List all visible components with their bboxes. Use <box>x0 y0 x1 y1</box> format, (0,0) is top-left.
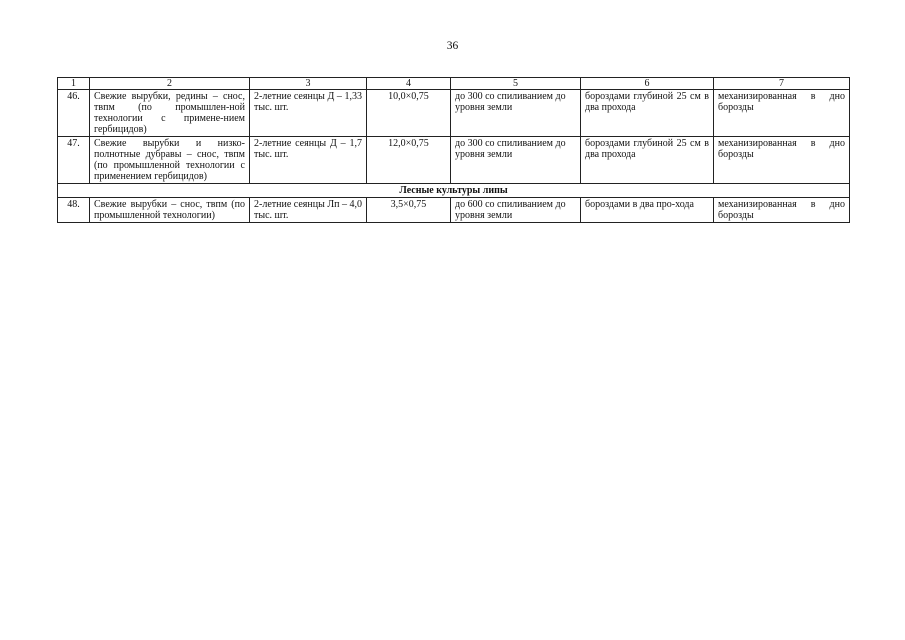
spacing-cell: 3,5×0,75 <box>367 198 451 223</box>
planting-method-cell: механизированная в дно борозды <box>714 137 850 184</box>
stumps-cell: до 600 со спиливанием до уровня земли <box>451 198 581 223</box>
row-number: 48. <box>58 198 90 223</box>
forest-cultures-table <box>57 77 850 223</box>
stumps-cell: до 300 со спиливанием до уровня земли <box>451 90 581 137</box>
header-cell: 1 <box>58 78 90 90</box>
site-conditions-cell: Свежие вырубки, редины – снос, твпм (по промышлен-ной технологии с примене-нием гербицидов) <box>90 90 250 137</box>
planting-material-cell: 2-летние сеянцы Лп – 4,0 тыс. шт. <box>250 198 367 223</box>
planting-material-cell: 2-летние сеянцы Д – 1,7 тыс. шт. <box>250 137 367 184</box>
header-cell: 7 <box>714 78 850 90</box>
header-cell: 6 <box>581 78 714 90</box>
planting-material-cell: 2-летние сеянцы Д – 1,33 тыс. шт. <box>250 90 367 137</box>
header-cell: 5 <box>451 78 581 90</box>
header-cell: 3 <box>250 78 367 90</box>
header-cell: 4 <box>367 78 451 90</box>
stumps-cell: до 300 со спиливанием до уровня земли <box>451 137 581 184</box>
planting-method-cell: механизированная в дно борозды <box>714 198 850 223</box>
soil-preparation-cell: бороздами в два про-хода <box>581 198 714 223</box>
table-row <box>58 90 850 137</box>
spacing-cell: 12,0×0,75 <box>367 137 451 184</box>
spacing-cell: 10,0×0,75 <box>367 90 451 137</box>
row-number: 46. <box>58 90 90 137</box>
soil-preparation-cell: бороздами глубиной 25 см в два прохода <box>581 90 714 137</box>
row-number: 47. <box>58 137 90 184</box>
header-cell: 2 <box>90 78 250 90</box>
soil-preparation-cell: бороздами глубиной 25 см в два прохода <box>581 137 714 184</box>
header-row <box>58 78 850 90</box>
table-row <box>58 198 850 223</box>
planting-method-cell: механизированная в дно борозды <box>714 90 850 137</box>
site-conditions-cell: Свежие вырубки и низко-полнотные дубравы – снос, твпм (по промышленной технологии с применением гербицидов) <box>90 137 250 184</box>
section-title: Лесные культуры липы <box>58 184 850 198</box>
page-number: 36 <box>446 40 459 52</box>
site-conditions-cell: Свежие вырубки – снос, твпм (по промышленной технологии) <box>90 198 250 223</box>
table-row <box>58 137 850 184</box>
section-row <box>58 184 850 198</box>
